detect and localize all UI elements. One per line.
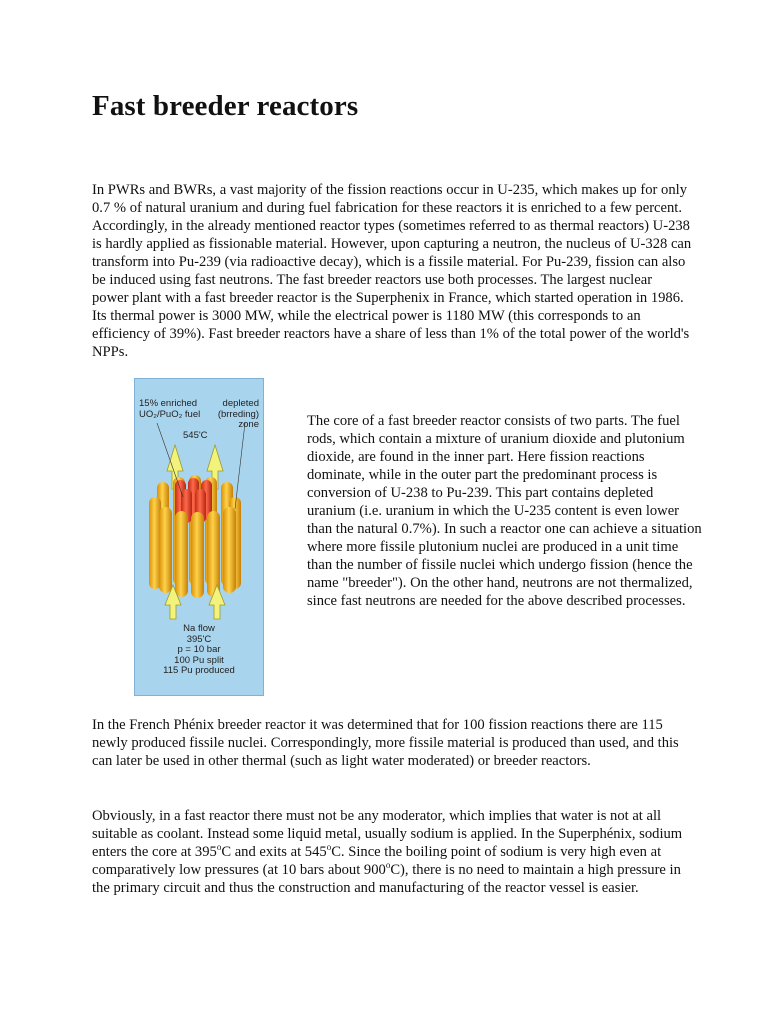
depleted-label-line3: zone [238,419,259,430]
coolant-text-a: Obviously, in a fast reactor there must not be any moderator, which implies that water is not at all suitable as coolant. Instead some liquid metal, usually sodium is applied. In the Superphénix, sodium enters the core at 395 [92,808,683,860]
depleted-label-line2: (brreding) [217,408,259,420]
pu-split-label: 100 Pu split [174,654,224,666]
pressure-label: p = 10 bar [177,644,221,655]
depleted-zone-label [218,399,259,431]
rods-front-row [159,507,236,598]
inlet-conditions-label [135,624,263,677]
inlet-temperature-label: 395'C [186,633,212,645]
coolant-paragraph [92,807,692,897]
coolant-text-d: C), there is no need to maintain a high pressure in the primary circuit and thus the construction and manufacturing of the reactor vessel is easier. [92,862,681,896]
page-title: Fast breeder reactors [92,90,359,122]
enriched-label-line1: 15% enriched [139,398,198,409]
na-flow-label: Na flow [183,623,215,634]
pu-produced-label: 115 Pu produced [163,665,235,676]
depleted-label-line1: depleted [222,398,259,409]
enriched-fuel-label [139,399,200,420]
degree-superscript: o [385,860,391,871]
degree-superscript: o [216,842,222,853]
outlet-temperature-label: 545'C [183,430,208,441]
coolant-text-c: C. Since the boiling point of sodium is very high even at comparatively low pressures (at 10 bars about 900 [92,844,662,878]
coolant-text-b: C and exits at 545 [221,844,327,860]
enriched-label-line2: UO₂/PuO₂ fuel [139,408,201,420]
intro-paragraph: In PWRs and BWRs, a vast majority of the fission reactions occur in U-235, which makes up for only 0.7 % of natural uranium and during fuel fabrication for these reactors it is enriched to a few percent. Accordingly, in the already mentioned reactor types (sometimes referred to as thermal reactors) U-238 is hardly applied as fissionable material. However, upon capturing a neutron, the nucleus of U-328 can transform into Pu-239 (via radioactive decay), which is a fissile material. For Pu-239, fission can also be induced using fast neutrons. The fast breeder reactors use both processes. The largest nuclear power plant with a fast breeder reactor is the Superphenix in France, which started operation in 1986. Its thermal power is 3000 MW, while the electrical power is 1180 MW (this corresponds to an efficiency of 39%). Fast breeder reactors have a share of less than 1% of the total power of the world's NPPs. [92,182,692,360]
phenix-paragraph: In the French Phénix breeder reactor it was determined that for 100 fission reactions there are 115 newly produced fissile nuclei. Correspondingly, more fissile material is produced than used, and this can later be used in other thermal (such as light water moderated) or breeder reactors. [92,717,679,769]
degree-superscript: o [326,842,332,853]
core-description-paragraph: The core of a fast breeder reactor consists of two parts. The fuel rods, which contain a mixture of uranium dioxide and plutonium dioxide, are found in the inner part. Here fission reactions dominate, while in the outer part the predominant process is conversion of U-238 to Pu-239. This part contains depleted uranium (i.e. uranium in which the U-235 content is even lower than the natural 0.7%). In such a reactor one can achieve a situation where more fissile plutonium nuclei are produced in a unit time than the number of fissile nuclei which undergo fission (hence the name "breeder"). On the other hand, neutrons are not thermalized, since fast neutrons are needed for the above described processes. [307,413,702,609]
reactor-core-diagram [134,378,264,696]
